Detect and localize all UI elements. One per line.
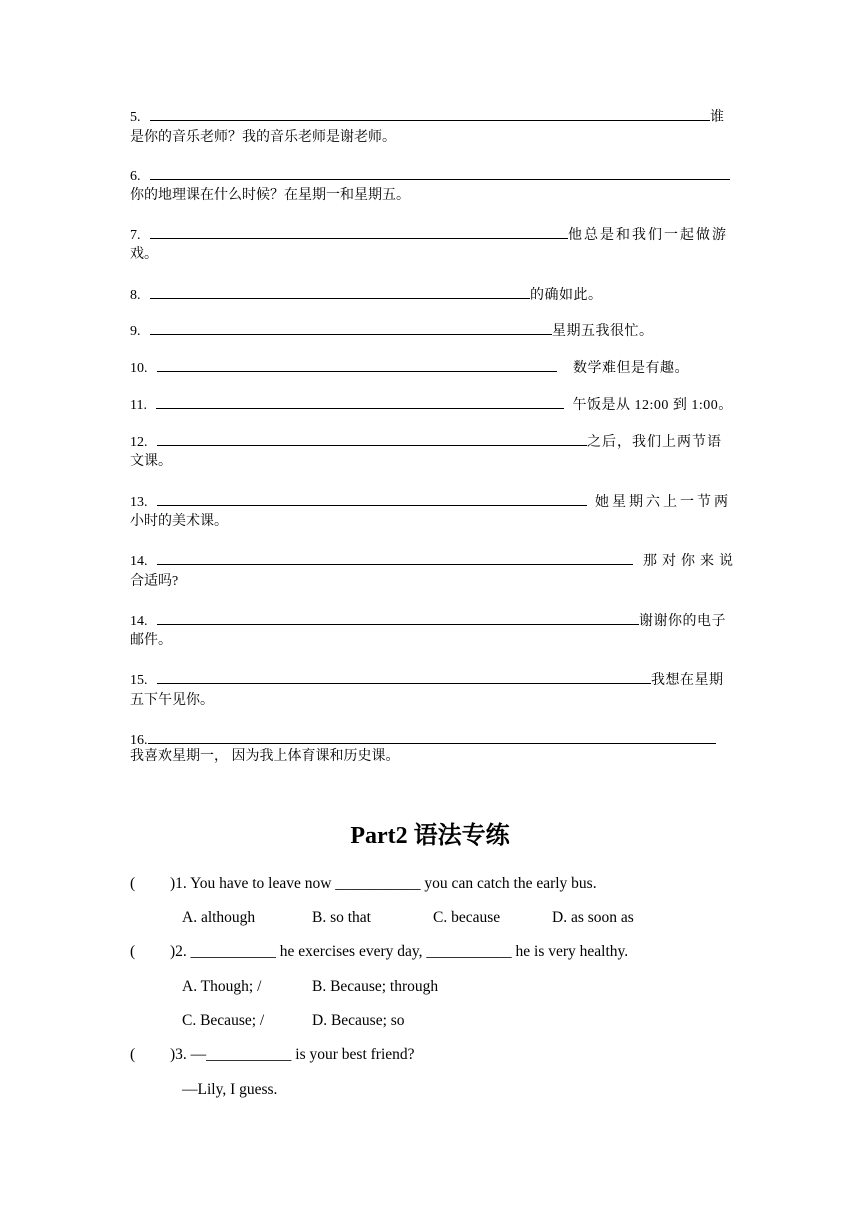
- exercise-6: [130, 165, 730, 186]
- dialogue-answer: —Lily, I guess.: [182, 1081, 278, 1098]
- exercise-number: 11.: [130, 398, 147, 413]
- exercise-11: [130, 394, 733, 415]
- exercise-tail: 星期五我很忙。: [552, 324, 654, 339]
- exercise-continuation: 是你的音乐老师？我的音乐老师是谢老师。: [130, 130, 396, 145]
- exercise-number: 10.: [130, 361, 148, 376]
- question-text: )2. ___________ he exercises every day, ___________ he is very healthy.: [170, 943, 629, 960]
- answer-blank[interactable]: [150, 320, 552, 335]
- question-text: )1. You have to leave now ___________ you can catch the early bus.: [170, 875, 597, 892]
- exercise-12: [130, 431, 722, 452]
- option-c[interactable]: C. because: [433, 909, 501, 926]
- grammar-question-2: [130, 942, 628, 962]
- option-a[interactable]: A. although: [182, 909, 256, 926]
- option-c[interactable]: C. Because; /: [182, 1012, 265, 1029]
- exercise-8: [130, 284, 603, 305]
- exercise-continuation: 你的地理课在什么时候？在星期一和星期五。: [130, 188, 410, 203]
- answer-blank[interactable]: [150, 106, 710, 121]
- exercise-7: [130, 224, 728, 245]
- exercise-number: 12.: [130, 435, 148, 450]
- option-b[interactable]: B. so that: [312, 909, 371, 926]
- exercise-tail: 谁: [710, 110, 725, 125]
- option-d[interactable]: D. Because; so: [312, 1012, 405, 1029]
- answer-blank[interactable]: [150, 224, 568, 239]
- option-a[interactable]: A. Though; /: [182, 978, 262, 995]
- grammar-question-3: [130, 1045, 415, 1065]
- grammar-question-1: [130, 874, 597, 894]
- exercise-continuation: 邮件。: [130, 633, 172, 648]
- answer-blank[interactable]: [156, 394, 564, 409]
- exercise-number: 14.: [130, 554, 148, 569]
- exercise-tail: 谢谢你的电子: [639, 614, 726, 629]
- exercise-number: 7.: [130, 228, 141, 243]
- exercise-9: [130, 320, 654, 341]
- exercise-tail: 我想在星期: [651, 673, 724, 688]
- exercise-13: [130, 491, 731, 512]
- exercise-tail: 那对你来说: [643, 554, 738, 569]
- exercise-10: [130, 357, 689, 378]
- answer-blank[interactable]: [157, 491, 587, 506]
- answer-blank[interactable]: [157, 431, 587, 446]
- answer-paren[interactable]: (: [130, 943, 136, 960]
- exercise-continuation: 小时的美术课。: [130, 514, 228, 529]
- answer-blank[interactable]: [157, 550, 633, 565]
- option-b[interactable]: B. Because; through: [312, 978, 439, 995]
- exercise-number: 9.: [130, 324, 141, 339]
- exercise-16: [130, 729, 716, 750]
- answer-blank[interactable]: [150, 165, 730, 180]
- exercise-number: 8.: [130, 288, 141, 303]
- answer-blank[interactable]: [157, 357, 557, 372]
- section-title: Part2 语法专练: [350, 823, 510, 849]
- answer-blank[interactable]: [148, 729, 716, 744]
- question-text: )3. —___________ is your best friend?: [170, 1046, 415, 1063]
- exercise-15: [130, 669, 724, 690]
- exercise-number: 14.: [130, 614, 148, 629]
- exercise-tail: 他总是和我们一起做游: [568, 228, 728, 243]
- exercise-tail: 午饭是从 12:00 到 1:00。: [572, 398, 733, 413]
- exercise-continuation: 合适吗?: [130, 574, 179, 589]
- exercise-continuation: 文课。: [130, 454, 172, 469]
- exercise-14a: [130, 550, 738, 571]
- exercise-number: 6.: [130, 169, 141, 184]
- answer-paren[interactable]: (: [130, 875, 136, 892]
- exercise-14b: [130, 610, 726, 631]
- exercise-tail: 之后，我们上两节语: [587, 435, 722, 450]
- exercise-5: [130, 106, 725, 127]
- exercise-continuation: 五下午见你。: [130, 693, 214, 708]
- exercise-continuation: 戏。: [130, 247, 158, 262]
- exercise-tail: 她星期六上一节两: [595, 495, 731, 510]
- exercise-tail: 的确如此。: [530, 288, 603, 303]
- answer-blank[interactable]: [157, 669, 651, 684]
- exercise-number: 5.: [130, 110, 141, 125]
- exercise-number: 16.: [130, 733, 148, 748]
- exercise-number: 15.: [130, 673, 148, 688]
- option-d[interactable]: D. as soon as: [552, 909, 634, 926]
- answer-paren[interactable]: (: [130, 1046, 136, 1063]
- answer-blank[interactable]: [150, 284, 530, 299]
- exercise-continuation: 我喜欢星期一， 因为我上体育课和历史课。: [130, 749, 400, 764]
- exercise-number: 13.: [130, 495, 148, 510]
- answer-blank[interactable]: [157, 610, 639, 625]
- exercise-tail: 数学难但是有趣。: [573, 361, 689, 376]
